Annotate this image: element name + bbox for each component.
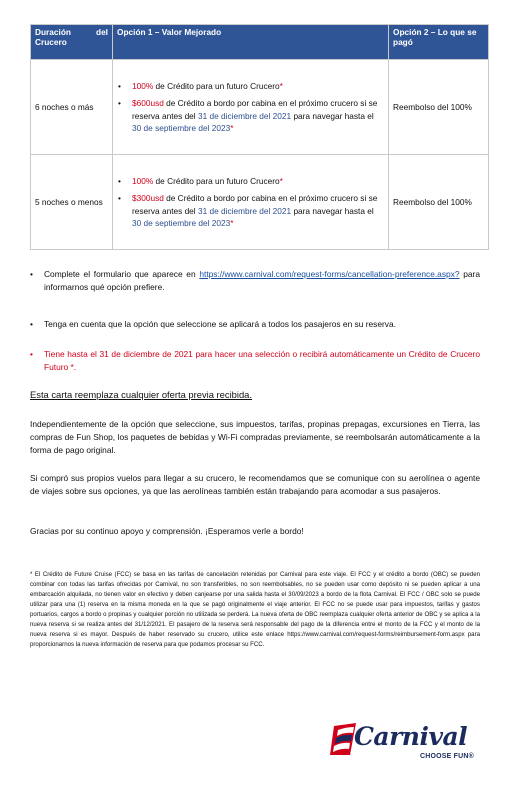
letter-heading: Esta carta reemplaza cualquier oferta previa recibida. [30, 389, 252, 400]
option2-cell: Reembolso del 100% [389, 155, 489, 250]
options-table [30, 24, 489, 250]
paragraph-refunds: Independientemente de la opción que seleccione, sus impuestos, tarifas, propinas prepagas, excursiones en Tierra, las compras de Fun Shop, los paquetes de bebidas y Wi-Fi compradas previamente, se reembolsarán automáticamente a la forma de pago original. [30, 419, 480, 455]
duration-cell: 6 noches o más [31, 60, 113, 155]
header-option1: Opción 1 – Valor Mejorado [113, 25, 389, 60]
paragraph-thanks: Gracias por su continuo apoyo y comprensión. ¡Esperamos verle a bordo! [30, 526, 304, 536]
option2-cell: Reembolso del 100% [389, 60, 489, 155]
table-row [31, 155, 489, 250]
table-row [31, 60, 489, 155]
list-item: • 100% de Crédito para un futuro Crucero* [127, 80, 384, 93]
option1-cell [113, 155, 389, 250]
bullet-deadline: • Tiene hasta el 31 de diciembre de 2021 para hacer una selección o recibirá automáticamente un Crédito de Crucero Futuro *. [30, 349, 480, 372]
carnival-logo [328, 720, 483, 764]
bullet-all-passengers: • Tenga en cuenta que la opción que seleccione se aplicará a todos los pasajeros en su reserva. [30, 319, 396, 329]
duration-cell: 5 noches o menos [31, 155, 113, 250]
list-item: • 100% de Crédito para un futuro Crucero* [127, 175, 384, 188]
option1-cell [113, 60, 389, 155]
paragraph-flights: Si compró sus propios vuelos para llegar a su crucero, le recomendamos que se comunique con su aerolínea o agente de viajes sobre sus opciones, ya que las aerolíneas también están trabajando para acomodar a sus pasajeros. [30, 473, 480, 496]
footnote-terms: * El Crédito de Future Cruise (FCC) se basa en las tarifas de cancelación retenidas por Carnival para este viaje. El FCC y el crédito a bordo (OBC) se pueden combinar con todas las tarifas ofrecidas por Carnival, no son transferibles, no son reembolsables, no se pueden usar como depósito ni se pueden aplicar a una embarcación alquilada, no tienen valor en efectivo y deben canjearse por una salida hasta el 30/09/2023 a bordo de la flota Carnival. El FCC / OBC solo se puede utilizar para una (1) reserva en la misma moneda en la que se pagó originalmente el viaje anterior. El FCC no se puede usar para impuestos, tarifas y gastos portuarios, cargos a bordo o propinas y cualquier porción no utilizada se perderá. La nueva oferta de OBC reemplaza cualquier oferta anterior de OBC y se aplica a la nueva reserva si se realiza antes del 31/12/2021. El pasajero de la reserva será responsable del pago de la diferencia entre el monto de la FCC y el monto de la nueva reserva si es mayor. Después de haber reservado su crucero, utilice este enlace https://www.carnival.com/request-forms/reimbursement-form.aspx para proporcionarnos la nueva información de reserva para que podamos procesar su FCC. [30, 571, 480, 648]
header-option2: Opción 2 – Lo que se pagó [389, 25, 489, 60]
bullet-dot: • [30, 319, 33, 329]
carnival-wordmark: Carnival [354, 722, 468, 751]
bullet-complete-form: • Complete el formulario que aparece en https://www.carnival.com/request-forms/cancellation-preference.aspx? para informarnos qué opción prefiere. [30, 269, 480, 292]
cancellation-form-link[interactable]: https://www.carnival.com/request-forms/cancellation-preference.aspx? [199, 269, 460, 279]
header-duration: Duración del Crucero [31, 25, 113, 60]
bullet-dot: • [30, 269, 33, 279]
list-item: • $600usd de Crédito a bordo por cabina en el próximo crucero si se reserva antes del 31 de diciembre del 2021 para navegar hasta el 30 de septiembre del 2023* [127, 97, 384, 135]
list-item: • $300usd de Crédito a bordo por cabina en el próximo crucero si se reserva antes del 31 de diciembre del 2021 para navegar hasta el 30 de septiembre del 2023* [127, 192, 384, 230]
choose-fun-tagline: CHOOSE FUN® [420, 753, 475, 760]
bullet-dot: • [30, 349, 33, 359]
